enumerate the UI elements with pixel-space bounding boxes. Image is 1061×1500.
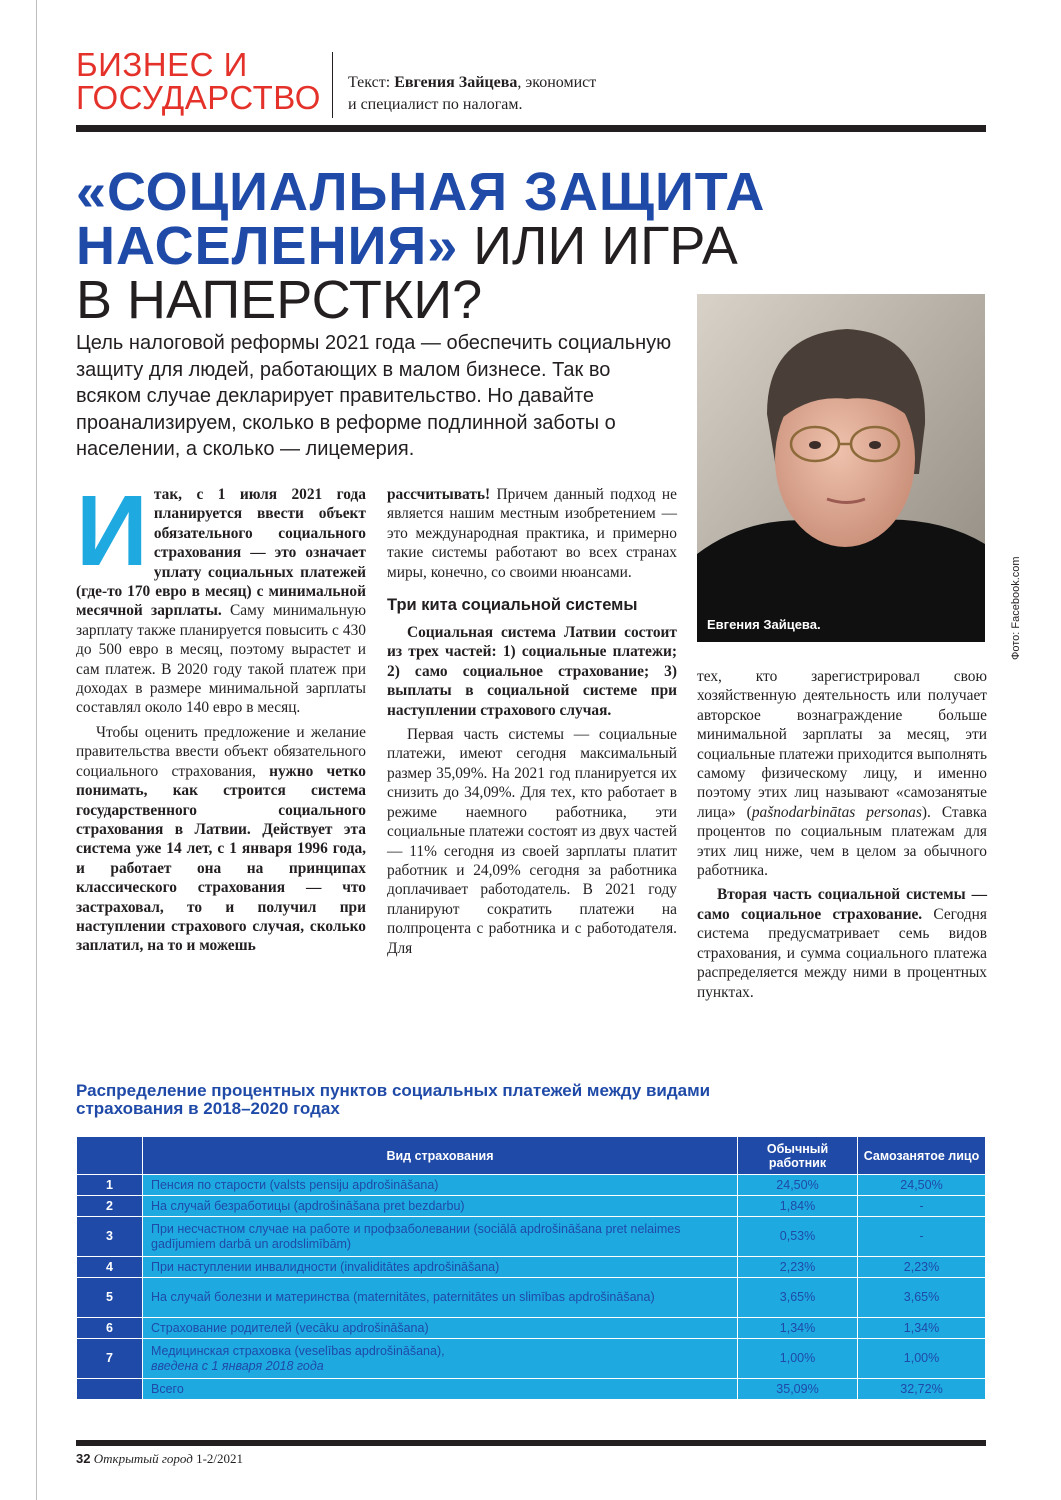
byline-prefix: Текст: bbox=[348, 74, 395, 91]
row-regular-worker: 0,53% bbox=[738, 1217, 858, 1257]
row-regular-worker: 3,65% bbox=[738, 1278, 858, 1318]
body-text: Причем данный подход не является нашим местным изобретением — это международная практика, и примерно такие системы работают во всех странах миры, конечно, со своими нюансами. bbox=[387, 486, 677, 581]
headline-line1: «СОЦИАЛЬНАЯ ЗАЩИТА bbox=[76, 162, 766, 222]
header-rule bbox=[76, 125, 986, 132]
row-number bbox=[77, 1379, 143, 1400]
dropcap: И bbox=[76, 475, 148, 587]
body-text: Чтобы оценить предложение и желание правительства ввести объект обязательного социального страхования, bbox=[76, 723, 366, 780]
body-text: так, с 1 июля 2021 года планируется ввести объект обязательного социального страхования — это означает уплату социальных платежей (где-то 170 евро в месяц) с минимальной месячной зарплаты. bbox=[76, 486, 366, 620]
row-note: введена с 1 января 2018 года bbox=[151, 1358, 324, 1373]
row-insurance-type: Страхование родителей (vecāku apdrošināšana) bbox=[143, 1318, 738, 1339]
row-number: 1 bbox=[77, 1175, 143, 1196]
body-text: тех, кто зарегистрировал свою хозяйственную деятельность или получает авторское вознаграждение больше минимальной зарплаты за месяц, эти социальные платежи приходится выполнять самому физическому лицу, и именно поэтому этих лиц называют «самозанятые лица» ( bbox=[697, 668, 987, 821]
table-row bbox=[77, 1278, 986, 1318]
body-text: Вторая часть социальной системы — само социальное страхование. bbox=[697, 886, 987, 923]
row-self-employed: 1,34% bbox=[858, 1318, 986, 1339]
portrait-image bbox=[697, 294, 985, 642]
row-number: 2 bbox=[77, 1196, 143, 1217]
row-self-employed: - bbox=[858, 1217, 986, 1257]
table-row bbox=[77, 1175, 986, 1196]
row-self-employed: 32,72% bbox=[858, 1379, 986, 1400]
page-margin-rule bbox=[36, 0, 37, 1500]
byline-author: Евгения Зайцева bbox=[394, 74, 518, 91]
body-text: Социальная система Латвии состоит из трех частей: 1) социальные платежи; 2) само социальное страхование; 3) выплаты в социальной системе при наступлении страхового случая. bbox=[387, 624, 677, 719]
article-lead: Цель налоговой реформы 2021 года — обеспечить социальную защиту для людей, работающих в малом бизнесе. Так во всяком случае декларирует правительство. Но давайте проанализируем, сколько в реформе подлинной заботы о населении, а сколько — лицемерия. bbox=[76, 332, 672, 460]
row-regular-worker: 24,50% bbox=[738, 1175, 858, 1196]
body-column-1 bbox=[76, 475, 366, 961]
table-row bbox=[77, 1196, 986, 1217]
table-title: Распределение процентных пунктов социальных платежей между видами страхования в 2018–2020 годах bbox=[76, 1081, 711, 1118]
row-self-employed: 3,65% bbox=[858, 1278, 986, 1318]
byline-line2: и специалист по налогам. bbox=[348, 96, 523, 113]
body-text: pašnodarbinātas personas bbox=[751, 803, 922, 821]
row-regular-worker: 1,00% bbox=[738, 1339, 858, 1379]
issue-number: 1-2/2021 bbox=[196, 1451, 244, 1466]
photo-caption: Евгения Зайцева. bbox=[707, 617, 821, 632]
body-column-2 bbox=[387, 485, 677, 963]
row-insurance-type: При наступлении инвалидности (invaliditātes apdrošināšana) bbox=[143, 1257, 738, 1278]
row-regular-worker: 2,23% bbox=[738, 1257, 858, 1278]
table-header-cell: Обычный работник bbox=[738, 1137, 858, 1175]
body-column-3 bbox=[697, 667, 987, 1007]
row-regular-worker: 1,34% bbox=[738, 1318, 858, 1339]
magazine-name: Открытый город bbox=[93, 1451, 193, 1466]
row-regular-worker: 1,84% bbox=[738, 1196, 858, 1217]
body-text: Первая часть системы — социальные платежи, имеют сегодня максимальный размер 35,09%. На 2021 год планируется их снизить до 34,09%. Для тех, кто работает в режиме наемного работника, эти социальные платежи состоят из двух частей — 11% сегодня из своей зарплаты платит работник и 24,09% сегодня за работника доплачивает работодатель. В 2021 году планируют сократить платежи на полпроцента с работника и с работодателя. Для bbox=[387, 726, 677, 957]
table-header-cell bbox=[77, 1137, 143, 1175]
byline bbox=[348, 72, 596, 116]
body-text: рассчитывать! bbox=[387, 486, 491, 503]
row-self-employed: - bbox=[858, 1196, 986, 1217]
author-photo bbox=[697, 294, 985, 642]
table-row bbox=[77, 1339, 986, 1379]
row-regular-worker: 35,09% bbox=[738, 1379, 858, 1400]
footer-rule bbox=[76, 1440, 986, 1446]
row-insurance-type: На случай безработицы (apdrošināšana pret bezdarbu) bbox=[143, 1196, 738, 1217]
table-row bbox=[77, 1257, 986, 1278]
row-number: 4 bbox=[77, 1257, 143, 1278]
headline-line2-bold: НАСЕЛЕНИЯ» bbox=[76, 216, 459, 276]
section-label-line1: БИЗНЕС И bbox=[76, 46, 248, 83]
row-self-employed: 2,23% bbox=[858, 1257, 986, 1278]
table-row bbox=[77, 1217, 986, 1257]
row-self-employed: 1,00% bbox=[858, 1339, 986, 1379]
body-text: нужно четко понимать, как строится система государственного социального страхования в Латвии. Действует эта система уже 14 лет, с 1 января 1996 года, и работает она на принципах классического страхования — что застраховал, то и получил при наступлении страхового случая, сколько заплатил, на то и можешь bbox=[76, 762, 366, 955]
body-text: ). Ставка процентов по социальным платежам для этих лиц ниже, чем в целом за обычного работника. bbox=[697, 803, 987, 880]
row-number: 3 bbox=[77, 1217, 143, 1257]
row-number: 7 bbox=[77, 1339, 143, 1379]
row-insurance-type: На случай болезни и материнства (maternitātes, paternitātes un slimības apdrošināšana) bbox=[143, 1278, 738, 1318]
body-text: Сегодня система предусматривает семь видов страхования, и сумма социального платежа распределяется между ними в процентных пунктах. bbox=[697, 905, 987, 1001]
row-insurance-type: Медицинская страховка (veselības apdrošināšana), введена с 1 января 2018 года bbox=[143, 1339, 738, 1379]
table-header-cell: Вид страхования bbox=[143, 1137, 738, 1175]
byline-rest: , экономист bbox=[517, 74, 597, 91]
header-divider bbox=[332, 52, 333, 118]
page-footer bbox=[76, 1451, 243, 1467]
page-number: 32 bbox=[76, 1451, 91, 1466]
row-self-employed: 24,50% bbox=[858, 1175, 986, 1196]
table-row bbox=[77, 1318, 986, 1339]
photo-credit: Фото: Facebook.com bbox=[1010, 556, 1022, 660]
table-total-row bbox=[77, 1379, 986, 1400]
headline-line2-thin: ИЛИ ИГРА bbox=[458, 216, 738, 276]
row-insurance-type: Всего bbox=[143, 1379, 738, 1400]
headline-line3: В НАПЕРСТКИ? bbox=[76, 270, 483, 330]
row-insurance-type: Пенсия по старости (valsts pensiju apdrošināšana) bbox=[143, 1175, 738, 1196]
body-text: Саму минимальную зарплату также планируется повысить с 430 до 500 евро в месяц, поэтому вырастет и сам платеж. В 2020 году такой платеж при доходах в размере минимальной зарплаты составлял около 140 евро в месяц. bbox=[76, 602, 366, 717]
table-header-cell: Самозанятое лицо bbox=[858, 1137, 986, 1175]
subheading: Три кита социальной системы bbox=[387, 596, 638, 615]
section-label-line2: ГОСУДАРСТВО bbox=[76, 79, 321, 116]
row-number: 5 bbox=[77, 1278, 143, 1318]
section-label bbox=[76, 48, 326, 114]
row-insurance-type: При несчастном случае на работе и профзаболевании (sociālā apdrošināšana pret nelaimes gadījumiem darbā un arodslimībām) bbox=[143, 1217, 738, 1257]
insurance-table bbox=[76, 1136, 986, 1400]
row-number: 6 bbox=[77, 1318, 143, 1339]
table-header-row bbox=[77, 1137, 986, 1175]
